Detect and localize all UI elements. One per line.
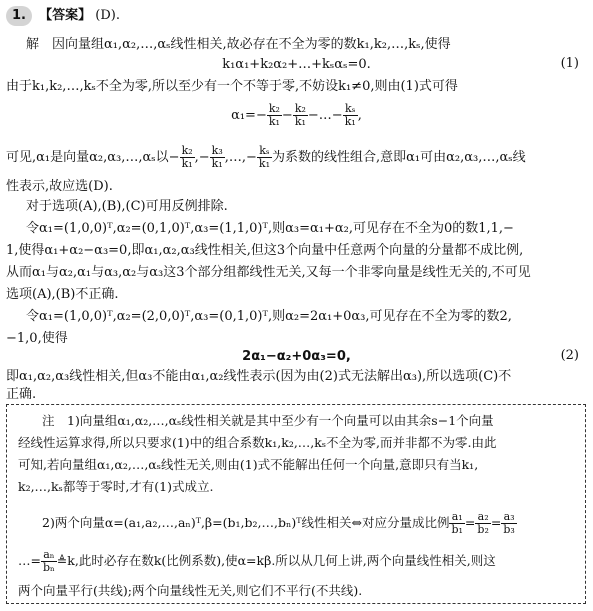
note-line-6 xyxy=(6,544,587,578)
fraction-denominator: b₃ xyxy=(503,523,515,536)
fraction-numerator: aₙ xyxy=(41,549,57,562)
solution-line-8: 从而α₁与α₂,α₁与α₃,α₂与α₃这3个部分组都线性无关,又每一个非零向量是线性无关的,不可见 xyxy=(6,265,531,280)
fraction xyxy=(41,549,57,574)
answer-label: 【答案】 xyxy=(39,8,92,23)
note-line-1: 注 1)向量组α₁,α₂,…,αₛ线性相关就是其中至少有一个向量可以由其余s−1个向量 xyxy=(42,413,494,428)
fraction-denominator: k₁ xyxy=(211,157,223,170)
fraction-denominator: k₁ xyxy=(258,157,270,170)
note-line-5: 2)两个向量α=(a₁,a₂,…,aₙ)ᵀ,β=(b₁,b₂,…,bₙ)ᵀ线性相关⇔对应分量成比例 $\frac{\text{a₁}}{\text{b₁}}$ = $\frac{\text{a₂}}{\text{b₂}}$ = $\frac{\text{a₃}}{\text{b₃}}$ xyxy=(42,510,515,536)
solution-line-13: 正确. xyxy=(6,387,37,402)
line3-part-a: 可见,α₁是向量α₂,α₃,…,αₛ以− xyxy=(6,150,180,165)
solution-line-9: 选项(A),(B)不正确. xyxy=(6,287,119,302)
note-line-7: 两个向量平行(共线);两个向量线性无关,则它们不平行(不共线). xyxy=(18,583,363,598)
fraction xyxy=(449,511,464,536)
fraction xyxy=(267,103,282,128)
fraction-denominator: b₂ xyxy=(477,523,489,536)
question-number-badge: 1. xyxy=(6,6,32,26)
solution-line-3 xyxy=(6,140,587,176)
solution-line-12: 即α₁,α₂,α₃线性相关,但α₃不能由α₁,α₂线性表示(因为由(2)式无法解出α₃),所以选项(C)不 xyxy=(6,369,512,384)
solution-line-5: 对于选项(A),(B),(C)可用反例排除. xyxy=(26,199,228,214)
solution-line-2: 由于k₁,k₂,…,kₛ不全为零,所以至少有一个不等于零,不妨设k₁≠0,则由(1)式可得 xyxy=(6,79,458,94)
solution-line-11: −1,0,使得 xyxy=(6,331,68,346)
solution-line-6: 令α₁=(1,0,0)ᵀ,α₂=(0,1,0)ᵀ,α₃=(1,1,0)ᵀ,则α₃=α₁+α₂,可见存在不全为0的数1,1,− xyxy=(26,221,514,236)
fraction xyxy=(210,145,225,170)
solution-line-10: 令α₁=(1,0,0)ᵀ,α₂=(2,0,0)ᵀ,α₃=(0,1,0)ᵀ,则α₂=2α₁+0α₃,可见存在不全为零的数2, xyxy=(26,309,512,324)
note-line-3: 可知,若向量组α₁,α₂,…,αₛ线性无关,则由(1)式不能解出任何一个向量,意即只有当k₁, xyxy=(18,457,479,472)
answer-header xyxy=(6,6,587,26)
fraction-numerator: k₂ xyxy=(268,102,280,115)
fraction-numerator: k₂ xyxy=(294,102,306,115)
fraction xyxy=(475,511,490,536)
line3-part-c: ,…,− xyxy=(224,150,257,165)
equation-1-text: k₁α₁+k₂α₂+…+kₛαₛ=0. xyxy=(222,57,371,72)
fraction xyxy=(180,145,195,170)
eq2-ellipsis: −…− xyxy=(307,108,343,123)
equation-3-text: 2α₁−α₂+0α₃=0, xyxy=(242,349,351,364)
equation-1 xyxy=(0,56,593,74)
equation-3 xyxy=(0,348,593,366)
equation-1-number: (1) xyxy=(560,56,579,71)
fraction-numerator: kₛ xyxy=(343,103,358,116)
solution-line-7: 1,使得α₁+α₂−α₃=0,即α₁,α₂,α₃线性相关,但这3个向量中任意两个向量的分量都不成比例, xyxy=(6,243,524,258)
fraction-numerator: a₃ xyxy=(501,511,516,524)
solution-line-4: 性表示,故应选(D). xyxy=(6,179,113,194)
fraction-denominator: k₁ xyxy=(294,115,306,128)
note-line-5-text: 2)两个向量α=(a₁,a₂,…,aₙ)ᵀ,β=(b₁,b₂,…,bₙ)ᵀ线性相关⇔对应分量成比例 xyxy=(42,515,450,530)
fraction-denominator: k₁ xyxy=(181,157,193,170)
fraction-denominator: k₁ xyxy=(344,115,356,128)
fraction-numerator: k₃ xyxy=(211,144,223,157)
line3-part-d: 为系数的线性组合,意即α₁可由α₂,α₃,…,αₛ线 xyxy=(272,150,526,165)
note-line-6-lead: …= xyxy=(18,553,41,568)
equation-3-number: (2) xyxy=(560,348,579,363)
equation-2 xyxy=(0,98,593,134)
note-line-2: 经线性运算求得,所以只要求(1)中的组合系数k₁,k₂,…,kₛ不全为零,而并非都不为零.由此 xyxy=(18,435,497,450)
fraction-numerator: kₛ xyxy=(257,145,272,158)
eq2-minus: − xyxy=(281,108,293,123)
fraction-numerator: k₂ xyxy=(181,144,193,157)
line3-part-b: ,− xyxy=(194,150,210,165)
fraction xyxy=(343,103,358,128)
fraction-denominator: k₁ xyxy=(268,115,280,128)
eq2-lhs: α₁=− xyxy=(231,108,267,123)
fraction-denominator: bₙ xyxy=(42,561,55,574)
fraction xyxy=(257,145,272,170)
solution-line-1: 解 因向量组α₁,α₂,…,αₛ线性相关,故必存在不全为零的数k₁,k₂,…,kₛ,使得 xyxy=(26,37,451,52)
fraction xyxy=(501,511,516,536)
fraction xyxy=(293,103,308,128)
fraction-numerator: a₁ xyxy=(449,511,464,524)
fraction-numerator: a₂ xyxy=(475,511,490,524)
eq2-end: , xyxy=(357,108,362,123)
note-line-6-text: ≜k,此时必存在数k(比例系数),使α=kβ.所以从几何上讲,两个向量线性相关,则这 xyxy=(56,553,496,568)
note-line-4: k₂,…,kₛ都等于零时,才有(1)式成立. xyxy=(18,479,214,494)
fraction-denominator: b₁ xyxy=(451,523,463,536)
answer-value: (D). xyxy=(95,8,120,23)
